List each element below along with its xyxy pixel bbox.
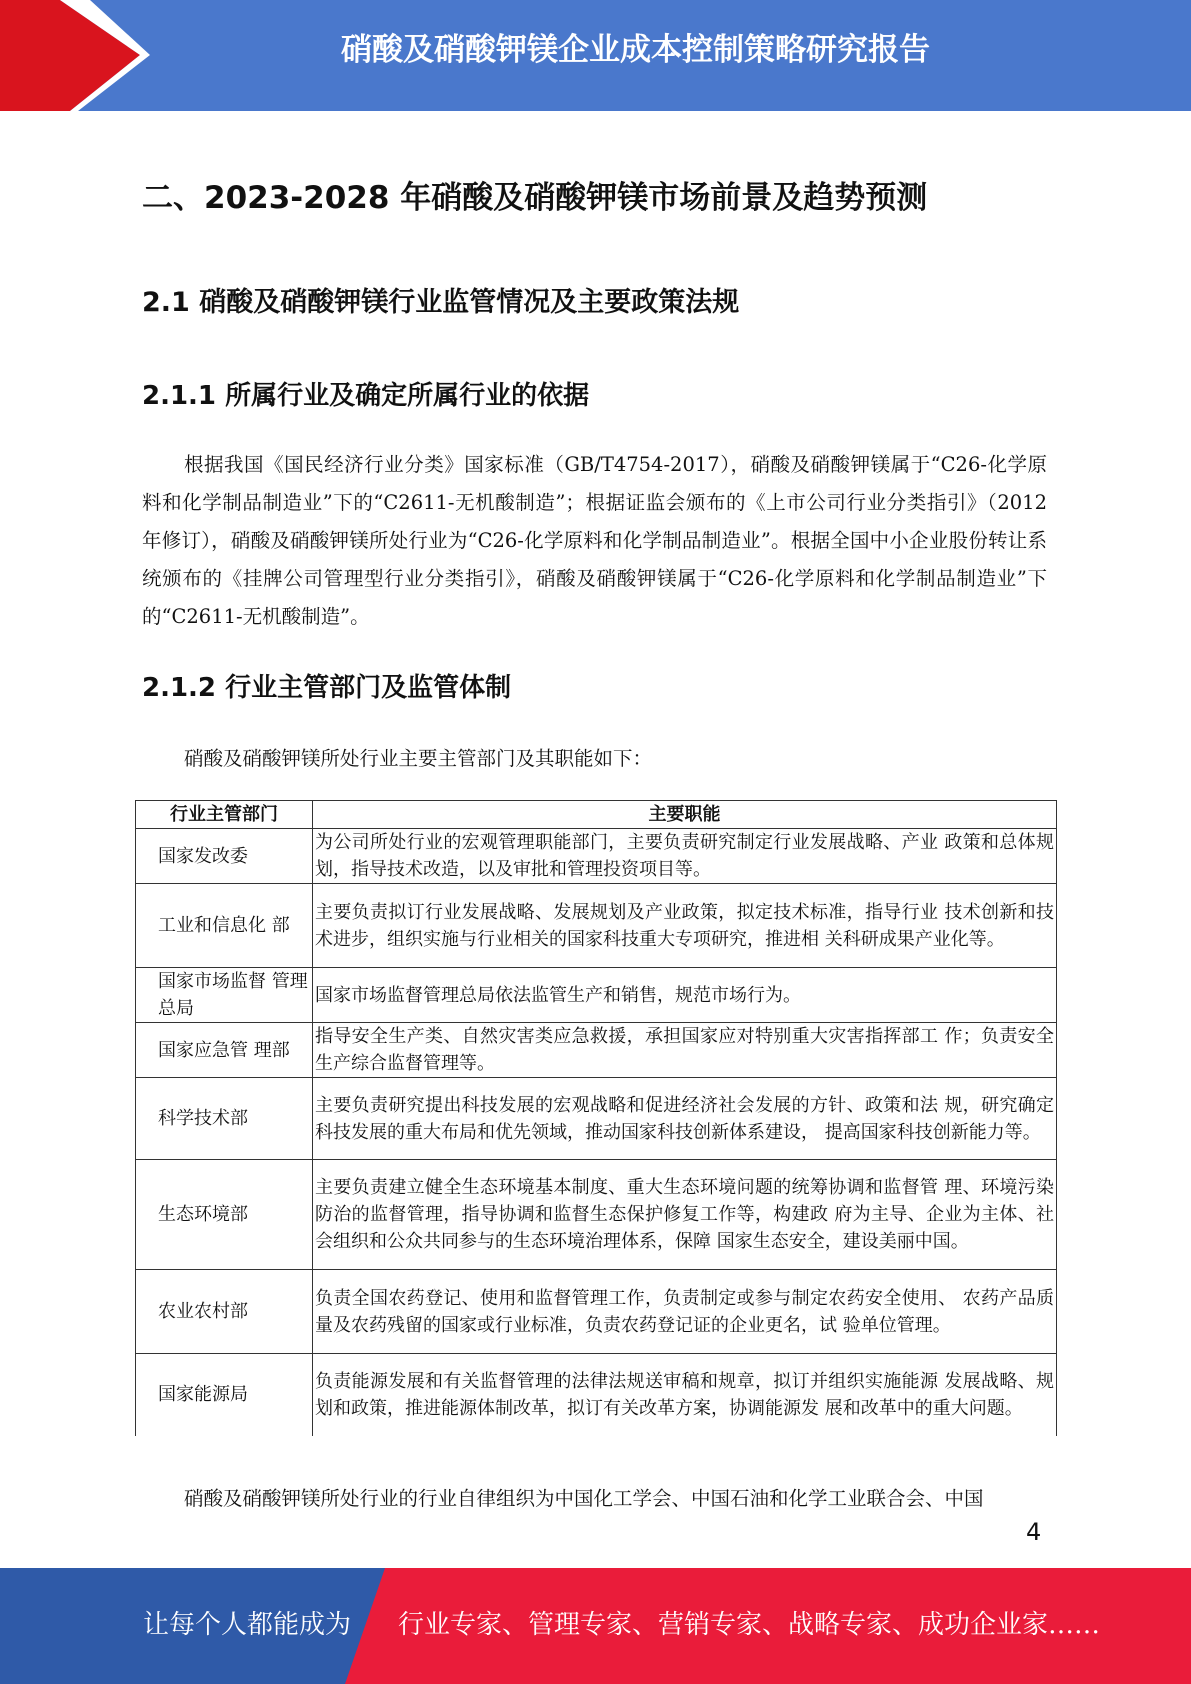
function-cell: 主要负责拟订行业发展战略、发展规划及产业政策，拟定技术标准，指导行业 技术创新和技术进步，组织实施与行业相关的国家科技重大专项研究，推进相 关科研成果产业化等。 [313,884,1057,968]
chapter-heading: 二、2023-2028 年硝酸及硝酸钾镁市场前景及趋势预测 [142,180,928,216]
table-row [136,1078,1057,1160]
header-arrow-decoration [0,0,160,111]
footer-slogan-right: 行业专家、管理专家、营销专家、战略专家、成功企业家…… [398,1610,1101,1640]
function-cell: 主要负责建立健全生态环境基本制度、重大生态环境问题的统筹协调和监督管 理、环境污染防治的监督管理，指导协调和监督生态保护修复工作等，构建政 府为主导、企业为主体、社会组织和公众共同参与的生态环境治理体系，保障 国家生态安全，建设美丽中国。 [313,1160,1057,1270]
footer-slogan-left: 让每个人都能成为 [143,1610,352,1640]
table-header-row [136,801,1057,829]
table-row [136,1023,1057,1078]
department-cell: 农业农村部 [136,1270,313,1354]
regulatory-departments-table [135,800,1057,1436]
department-cell: 国家能源局 [136,1354,313,1436]
column-header-department: 行业主管部门 [136,801,313,829]
column-header-function: 主要职能 [313,801,1057,829]
function-cell: 负责全国农药登记、使用和监督管理工作，负责制定或参与制定农药安全使用、 农药产品质量及农药残留的国家或行业标准，负责农药登记证的企业更名，试 验单位管理。 [313,1270,1057,1354]
self-regulatory-paragraph: 硝酸及硝酸钾镁所处行业的行业自律组织为中国化工学会、中国石油和化学工业联合会、中国 [184,1487,984,1510]
table-row [136,968,1057,1023]
table-intro-text: 硝酸及硝酸钾镁所处行业主要主管部门及其职能如下： [184,747,653,770]
table-row [136,884,1057,968]
subsection-heading-1: 2.1.1 所属行业及确定所属行业的依据 [142,381,590,411]
function-cell: 国家市场监督管理总局依法监管生产和销售，规范市场行为。 [313,968,1057,1023]
report-title: 硝酸及硝酸钾镁企业成本控制策略研究报告 [341,32,930,68]
table-row [136,1160,1057,1270]
department-cell: 国家发改委 [136,829,313,884]
department-cell: 国家应急管 理部 [136,1023,313,1078]
function-cell: 指导安全生产类、自然灾害类应急救援，承担国家应对特别重大灾害指挥部工 作；负责安全生产综合监督管理等。 [313,1023,1057,1078]
department-cell: 工业和信息化 部 [136,884,313,968]
department-cell: 国家市场监督 管理总局 [136,968,313,1023]
page-header [0,0,1191,111]
function-cell: 为公司所处行业的宏观管理职能部门，主要负责研究制定行业发展战略、产业 政策和总体规划，指导技术改造，以及审批和管理投资项目等。 [313,829,1057,884]
table-row [136,829,1057,884]
table-row [136,1354,1057,1436]
section-heading: 2.1 硝酸及硝酸钾镁行业监管情况及主要政策法规 [142,287,740,318]
function-cell: 负责能源发展和有关监督管理的法律法规送审稿和规章，拟订并组织实施能源 发展战略、规划和政策，推进能源体制改革，拟订有关改革方案，协调能源发 展和改革中的重大问题。 [313,1354,1057,1436]
subsection-heading-2: 2.1.2 行业主管部门及监管体制 [142,673,512,703]
function-cell: 主要负责研究提出科技发展的宏观战略和促进经济社会发展的方针、政策和法 规，研究确定科技发展的重大布局和优先领域，推动国家科技创新体系建设， 提高国家科技创新能力等。 [313,1078,1057,1160]
department-cell: 生态环境部 [136,1160,313,1270]
page-number: 4 [1026,1518,1042,1546]
department-cell: 科学技术部 [136,1078,313,1160]
page-footer [0,1568,1191,1684]
table-row [136,1270,1057,1354]
industry-classification-paragraph: 根据我国《国民经济行业分类》国家标准（GB/T4754-2017），硝酸及硝酸钾镁属于“C26-化学原料和化学制品制造业”下的“C2611-无机酸制造”；根据证监会颁布的《上市公司行业分类指引》（2012 年修订），硝酸及硝酸钾镁所处行业为“C26-化学原料和化学制品制造业”。根据全国中小企业股份转让系统颁布的《挂牌公司管理型行业分类指引》，硝酸及硝酸钾镁属于“C26-化学原料和化学制品制造业”下的“C2611-无机酸制造”。 [142,453,1047,628]
